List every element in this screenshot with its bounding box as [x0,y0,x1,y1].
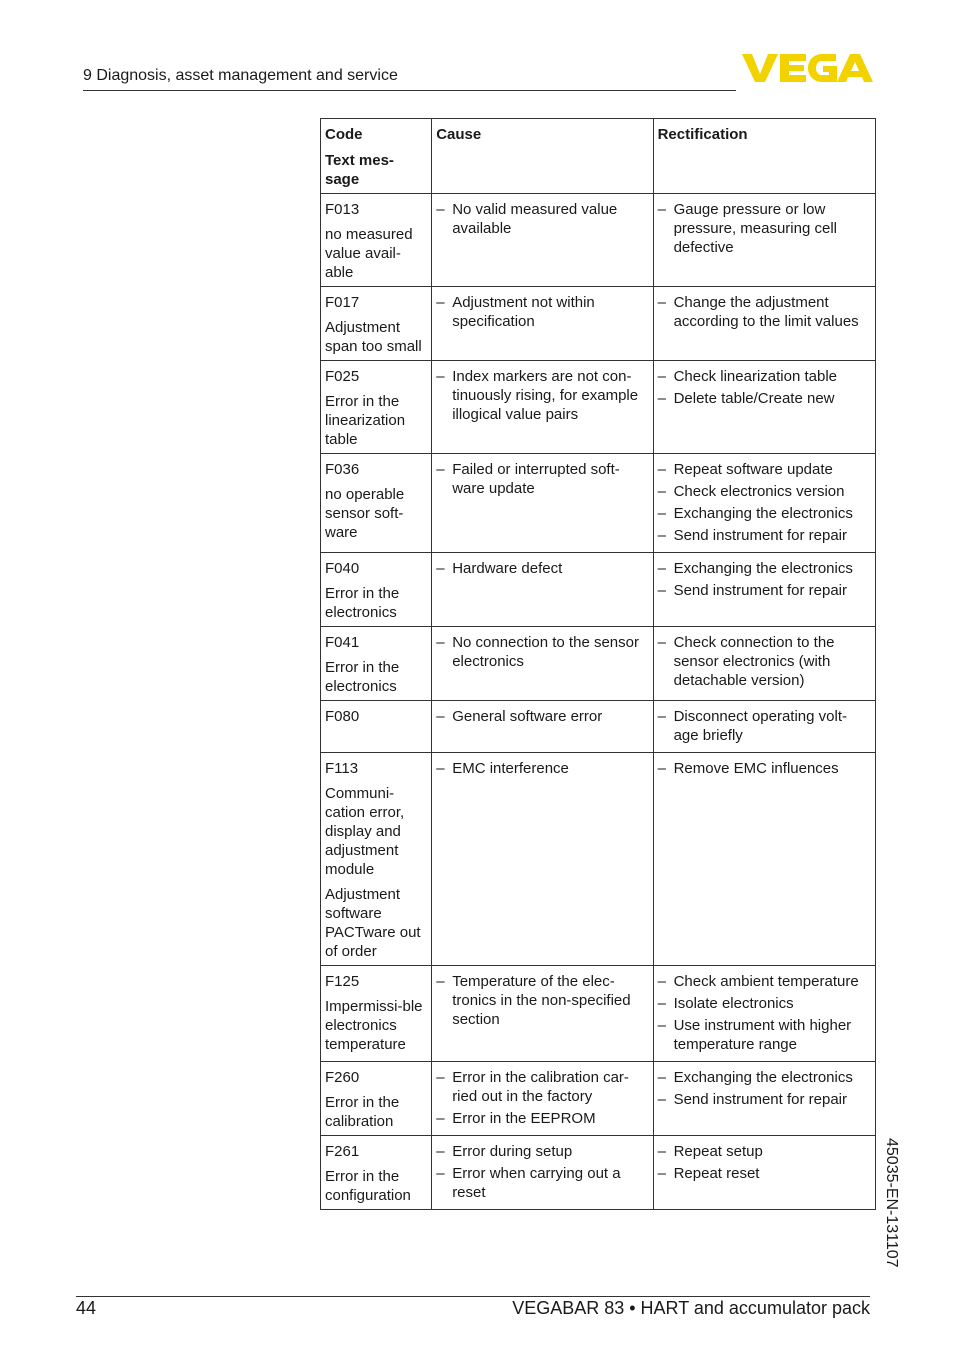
text-message: Impermissi-ble electronics temperature [325,998,423,1053]
rectification-item: – Send instrument for repair [658,581,871,600]
table-row [321,1062,876,1136]
cause-cell [432,1136,653,1210]
table-body [321,194,876,1210]
code-cell [321,627,432,701]
error-code: F017 [325,294,360,311]
error-code: F036 [325,461,360,478]
page-number: 44 [76,1298,97,1318]
rectification-item: – Exchanging the electronics [658,559,871,578]
rectification-item: – Check connection to the sensor electronics (with detachable version) [658,633,871,690]
text-message: Adjustment software PACTware out of order [325,886,421,960]
header-rectification: Rectification [653,119,875,194]
cause-cell [432,287,653,361]
rectification-list [658,707,871,745]
cause-cell [432,454,653,553]
table-row [321,966,876,1062]
cause-item: – No connection to the sensor electronics [436,633,648,671]
rectification-cell [653,966,875,1062]
vega-logo-graphic [742,52,873,84]
cause-cell [432,753,653,966]
error-code: F113 [325,760,359,777]
table-row [321,753,876,966]
rectification-cell [653,627,875,701]
table-row [321,553,876,627]
rectification-cell [653,1062,875,1136]
diagnosis-table [320,118,876,1210]
cause-list [436,1068,648,1128]
cause-cell [432,966,653,1062]
table-row [321,1136,876,1210]
text-message: Communi-cation error, display and adjustment module [325,785,405,878]
rectification-item: – Exchanging the electronics [658,504,871,523]
code-cell [321,966,432,1062]
table-row [321,287,876,361]
cause-item: – EMC interference [436,759,648,778]
rectification-item: – Repeat software update [658,460,871,479]
code-cell [321,1062,432,1136]
cause-list [436,293,648,331]
text-message: no operable sensor soft-ware [325,486,405,541]
rectification-item: – Check linearization table [658,367,871,386]
code-cell [321,454,432,553]
cause-item: – Temperature of the elec-tronics in the non-specified section [436,972,648,1029]
table-row [321,361,876,454]
error-code: F040 [325,560,360,577]
rectification-list [658,759,871,778]
text-message: Error in the configuration [325,1168,411,1204]
cause-list [436,1142,648,1202]
code-cell [321,287,432,361]
cause-cell [432,627,653,701]
rectification-cell [653,701,875,753]
error-code: F125 [325,973,360,990]
cause-item: – Error in the calibration car-ried out in the factory [436,1068,648,1106]
cause-list [436,460,648,498]
cause-item: – General software error [436,707,648,726]
rectification-item: – Delete table/Create new [658,389,871,408]
error-code: F260 [325,1069,360,1086]
cause-list [436,559,648,578]
cause-list [436,200,648,238]
text-message: no measured value avail-able [325,226,413,281]
cause-cell [432,194,653,287]
cause-list [436,633,648,671]
document-title: VEGABAR 83 • HART and accumulator pack [512,1298,870,1318]
error-code: F041 [325,634,360,651]
rectification-item: – Change the adjustment according to the limit values [658,293,871,331]
footer-divider [76,1296,870,1297]
cause-item: – Failed or interrupted soft-ware update [436,460,648,498]
code-cell [321,1136,432,1210]
table-header-row [321,119,876,194]
cause-item: – Error in the EEPROM [436,1109,648,1128]
rectification-list [658,559,871,600]
rectification-list [658,1142,871,1183]
cause-item: – Hardware defect [436,559,648,578]
table-row [321,701,876,753]
rectification-list [658,200,871,257]
code-cell [321,194,432,287]
cause-item: – No valid measured value available [436,200,648,238]
header-code-cell [321,119,432,194]
rectification-item: – Send instrument for repair [658,1090,871,1109]
cause-item: – Index markers are not con-tinuously rising, for example illogical value pairs [436,367,648,424]
code-cell [321,701,432,753]
table-row [321,627,876,701]
rectification-list [658,367,871,408]
rectification-item: – Check electronics version [658,482,871,501]
text-message: Adjustment span too small [325,319,422,355]
text-message: Error in the electronics [325,585,400,621]
cause-cell [432,701,653,753]
section-title: 9 Diagnosis, asset management and service [83,67,398,84]
header-code: Code [325,126,363,143]
cause-cell [432,553,653,627]
header-divider [83,90,736,91]
rectification-item: – Repeat reset [658,1164,871,1183]
code-cell [321,553,432,627]
cause-item: – Error when carrying out a reset [436,1164,648,1202]
cause-item: – Adjustment not within specification [436,293,648,331]
rectification-list [658,633,871,690]
cause-list [436,707,648,726]
code-cell [321,753,432,966]
cause-cell [432,1062,653,1136]
rectification-item: – Check ambient temperature [658,972,871,991]
header-cause: Cause [432,119,653,194]
text-message: Error in the calibration [325,1094,400,1130]
cause-item: – Error during setup [436,1142,648,1161]
rectification-item: – Remove EMC influences [658,759,871,778]
table-row [321,454,876,553]
rectification-cell [653,1136,875,1210]
rectification-cell [653,361,875,454]
rectification-item: – Exchanging the electronics [658,1068,871,1087]
cause-list [436,972,648,1029]
rectification-item: – Gauge pressure or low pressure, measuring cell defective [658,200,871,257]
rectification-item: – Send instrument for repair [658,526,871,545]
code-cell [321,361,432,454]
rectification-list [658,1068,871,1109]
text-message: Error in the linearization table [325,393,406,448]
cause-list [436,759,648,778]
rectification-list [658,293,871,331]
table-row [321,194,876,287]
error-code: F080 [325,708,360,725]
error-code: F261 [325,1143,360,1160]
header-text-message: Text mes-sage [325,152,394,188]
vega-logo [742,52,873,84]
text-message: Error in the electronics [325,659,400,695]
rectification-list [658,460,871,545]
rectification-item: – Use instrument with higher temperature range [658,1016,871,1054]
rectification-item: – Isolate electronics [658,994,871,1013]
document-id: 45035-EN-131107 [883,1138,900,1268]
cause-cell [432,361,653,454]
rectification-cell [653,287,875,361]
rectification-cell [653,454,875,553]
rectification-item: – Repeat setup [658,1142,871,1161]
rectification-cell [653,553,875,627]
rectification-cell [653,194,875,287]
error-code: F025 [325,368,360,385]
rectification-item: – Disconnect operating volt-age briefly [658,707,871,745]
rectification-cell [653,753,875,966]
cause-list [436,367,648,424]
error-code: F013 [325,201,360,218]
rectification-list [658,972,871,1054]
